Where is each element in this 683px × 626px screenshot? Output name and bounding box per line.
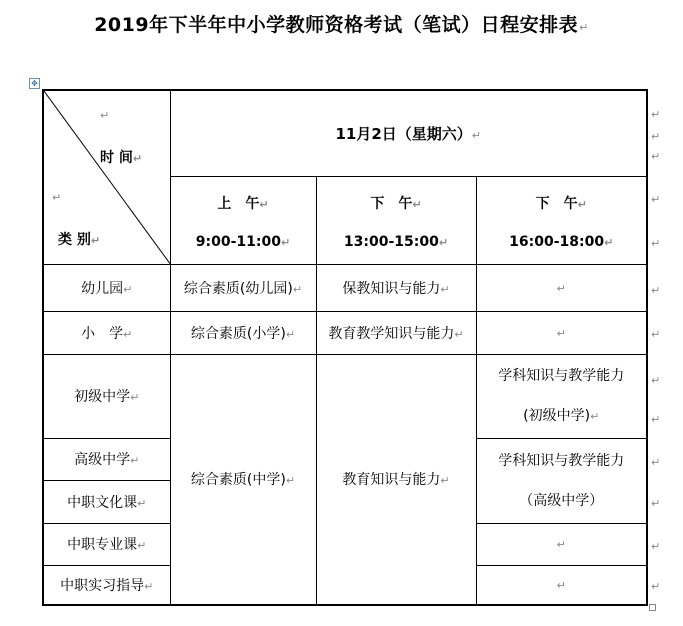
secondary-afternoon: 教育知识与能力↵ (316, 354, 476, 605)
table-row (43, 264, 647, 311)
senior-late: 学科知识与教学能力 （高级中学） (476, 438, 647, 523)
voc-major-late: ↵ (476, 523, 647, 565)
slot-afternoon: 下 午↵ 13:00-15:00↵ (316, 176, 476, 264)
category-label: 类 别↵ (58, 232, 101, 248)
page-title: 2019年下半年中小学教师资格考试（笔试）日程安排表↵ (94, 14, 589, 36)
secondary-morning: 综合素质(中学)↵ (170, 354, 316, 605)
category-voc-major: 中职专业课↵ (43, 523, 170, 565)
junior-late: 学科知识与教学能力 (初级中学)↵ (476, 354, 647, 438)
table-row (43, 354, 647, 438)
date-header: 11月2日（星期六）↵ (170, 90, 647, 176)
category-senior: 高级中学↵ (43, 438, 170, 480)
primary-late: ↵ (476, 311, 647, 354)
category-primary: 小 学↵ (43, 311, 170, 354)
header-diagonal-cell: ↵ 时 间↵ ↵ 类 别↵ (43, 90, 170, 264)
primary-afternoon: 教育教学知识与能力↵ (316, 311, 476, 354)
table-end-marker (649, 604, 656, 611)
table-row (43, 311, 647, 354)
slot-morning: 上 午↵ 9:00-11:00↵ (170, 176, 316, 264)
category-voc-practice: 中职实习指导↵ (43, 565, 170, 605)
primary-morning: 综合素质(小学)↵ (170, 311, 316, 354)
kindergarten-afternoon: 保教知识与能力↵ (316, 264, 476, 311)
time-label: 时 间↵ (100, 150, 143, 166)
kindergarten-late: ↵ (476, 264, 647, 311)
schedule-table (42, 89, 648, 606)
category-kindergarten: 幼儿园↵ (43, 264, 170, 311)
table-move-handle-icon[interactable]: ✥ (29, 78, 40, 89)
kindergarten-morning: 综合素质(幼儿园)↵ (170, 264, 316, 311)
category-voc-culture: 中职文化课↵ (43, 480, 170, 523)
category-junior: 初级中学↵ (43, 354, 170, 438)
slot-late-afternoon: 下 午↵ 16:00-18:00↵ (476, 176, 647, 264)
voc-practice-late: ↵ (476, 565, 647, 605)
